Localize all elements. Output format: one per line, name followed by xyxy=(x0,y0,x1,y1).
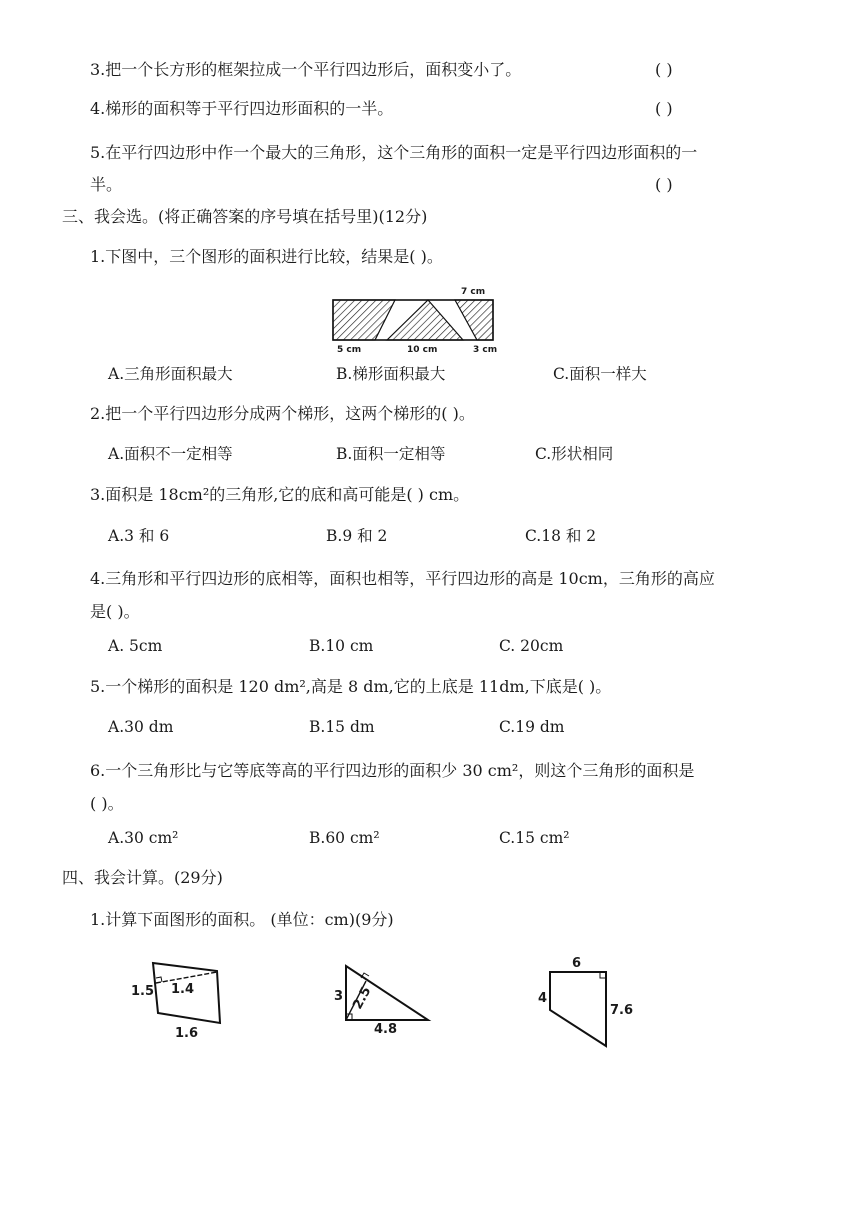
mc2-option-a[interactable]: A.面积不一定相等 xyxy=(108,445,233,463)
mc3-option-a[interactable]: A.3 和 6 xyxy=(108,527,170,545)
mc3-option-b[interactable]: B.9 和 2 xyxy=(326,527,388,545)
mc5-option-c[interactable]: C.19 dm xyxy=(499,718,565,736)
fig1-label-height: 1.4 xyxy=(171,982,195,997)
mc5-option-b[interactable]: B.15 dm xyxy=(309,718,375,736)
mc2-option-c[interactable]: C.形状相同 xyxy=(535,445,614,463)
answer-paren[interactable]: ( ) xyxy=(655,99,673,118)
mc6-option-b[interactable]: B.60 cm² xyxy=(309,829,380,847)
figure-label-left: 5 cm xyxy=(337,345,362,355)
figure-left-trapezoid xyxy=(333,300,395,340)
fig2-label-leg: 3 xyxy=(334,989,344,1004)
mc1-option-c[interactable]: C.面积一样大 xyxy=(553,365,647,383)
mc5-option-a[interactable]: A.30 dm xyxy=(108,718,174,736)
fig3-label-left: 4 xyxy=(538,991,548,1006)
mc-question-6-line2: ( )。 xyxy=(90,794,124,813)
tf-question-5-line1: 5.在平行四边形中作一个最大的三角形，这个三角形的面积一定是平行四边形面积的一 xyxy=(90,143,698,162)
mc-question-3: 3.面积是 18cm²的三角形,它的底和高可能是( ) cm。 xyxy=(90,485,470,504)
mc2-option-b[interactable]: B.面积一定相等 xyxy=(336,445,446,463)
right-triangle-figure xyxy=(330,960,440,1040)
fig2-label-base: 4.8 xyxy=(374,1022,398,1037)
figure-triangle xyxy=(387,300,463,340)
mc1-option-b[interactable]: B.梯形面积最大 xyxy=(336,365,446,383)
mc3-option-c[interactable]: C.18 和 2 xyxy=(525,527,597,545)
figure-right-parallelogram xyxy=(455,300,493,340)
tf-question-3: 3.把一个长方形的框架拉成一个平行四边形后，面积变小了。 xyxy=(90,60,522,79)
mc-question-4-line2: 是( )。 xyxy=(90,602,140,621)
mc4-option-b[interactable]: B.10 cm xyxy=(309,637,374,655)
figure-label-right: 3 cm xyxy=(473,345,498,355)
fig1-label-base: 1.6 xyxy=(175,1026,199,1041)
fig1-label-side: 1.5 xyxy=(131,984,155,999)
mc4-option-c[interactable]: C. 20cm xyxy=(499,637,564,655)
section-3-heading: 三、我会选。(将正确答案的序号填在括号里)(12分) xyxy=(62,207,428,226)
section-4-heading: 四、我会计算。(29分) xyxy=(62,868,223,887)
mc1-option-a[interactable]: A.三角形面积最大 xyxy=(108,365,233,383)
area-compare-figure xyxy=(325,280,515,360)
mc4-option-a[interactable]: A. 5cm xyxy=(108,637,163,655)
mc6-option-a[interactable]: A.30 cm² xyxy=(108,829,179,847)
mc-question-4-line1: 4.三角形和平行四边形的底相等，面积也相等，平行四边形的高是 10cm，三角形的高应 xyxy=(90,569,715,588)
right-trapezoid-shape xyxy=(550,972,606,1046)
tf-question-4: 4.梯形的面积等于平行四边形面积的一半。 xyxy=(90,99,394,118)
fig3-label-top: 6 xyxy=(572,956,582,971)
mc-question-6-line1: 6.一个三角形比与它等底等高的平行四边形的面积少 30 cm²，则这个三角形的面积是 xyxy=(90,761,695,780)
mc6-option-c[interactable]: C.15 cm² xyxy=(499,829,570,847)
right-angle-mark xyxy=(156,977,162,982)
calc-question-1: 1.计算下面图形的面积。 (单位：cm)(9分) xyxy=(90,910,394,929)
answer-paren[interactable]: ( ) xyxy=(655,60,673,79)
mc-question-1: 1.下图中，三个图形的面积进行比较，结果是( )。 xyxy=(90,247,443,266)
mc-question-5: 5.一个梯形的面积是 120 dm²,高是 8 dm,它的上底是 11dm,下底是( )。 xyxy=(90,677,612,696)
answer-paren[interactable]: ( ) xyxy=(655,175,673,194)
tf-question-5-line2: 半。 xyxy=(90,175,123,194)
figure-label-mid: 10 cm xyxy=(407,345,438,355)
mc-question-2: 2.把一个平行四边形分成两个梯形，这两个梯形的( )。 xyxy=(90,404,475,423)
parallelogram-figure xyxy=(125,955,255,1045)
figure-label-top: 7 cm xyxy=(461,287,486,297)
fig3-label-right: 7.6 xyxy=(610,1003,634,1018)
fig2-label-height: 2.5 xyxy=(350,984,375,1012)
right-trapezoid-figure xyxy=(530,950,640,1055)
